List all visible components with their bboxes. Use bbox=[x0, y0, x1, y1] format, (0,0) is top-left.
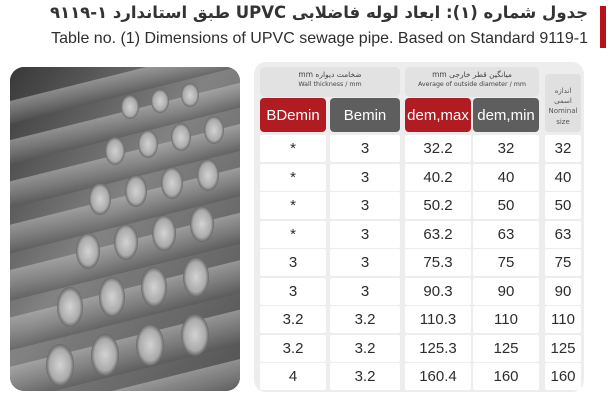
nominal-size-label-en2: size bbox=[556, 118, 570, 126]
pipe-stack-photo bbox=[10, 67, 240, 391]
cell-bdemin: * bbox=[260, 164, 326, 191]
group-header-wall-thickness bbox=[260, 67, 400, 97]
cell-bdemin: 3.2 bbox=[260, 335, 326, 362]
cell-nominal-size: 90 bbox=[545, 278, 581, 305]
wall-thickness-label-en: Wall thickness / mm bbox=[298, 81, 362, 88]
cell-dem-min: 40 bbox=[473, 164, 539, 191]
cell-bdemin: 3.2 bbox=[260, 306, 326, 333]
cell-bdemin: 4 bbox=[260, 363, 326, 390]
cell-bemin: 3 bbox=[330, 221, 400, 248]
cell-nominal-size: 110 bbox=[545, 306, 581, 333]
header-dem-min: dem,min bbox=[473, 98, 539, 132]
header-dem-max: dem,max bbox=[405, 98, 471, 132]
cell-nominal-size: 40 bbox=[545, 164, 581, 191]
diameter-label-fa: میانگین قطر خارجی mm bbox=[432, 70, 512, 79]
cell-dem-min: 160 bbox=[473, 363, 539, 390]
wall-thickness-label-fa: ضخامت دیواره mm bbox=[298, 70, 362, 79]
cell-bemin: 3.2 bbox=[330, 335, 400, 362]
cell-dem-max: 50.2 bbox=[405, 192, 471, 219]
cell-bdemin: * bbox=[260, 192, 326, 219]
group-header-outside-diameter bbox=[405, 67, 539, 97]
cell-bemin: 3 bbox=[330, 278, 400, 305]
nominal-size-label-fa: اندازه اسمی bbox=[554, 87, 572, 105]
cell-bdemin: * bbox=[260, 221, 326, 248]
cell-dem-max: 63.2 bbox=[405, 221, 471, 248]
cell-dem-max: 160.4 bbox=[405, 363, 471, 390]
cell-nominal-size: 125 bbox=[545, 335, 581, 362]
nominal-size-label-en1: Nominal bbox=[548, 107, 578, 115]
dimensions-table bbox=[254, 62, 584, 392]
cell-bdemin: * bbox=[260, 135, 326, 162]
cell-nominal-size: 75 bbox=[545, 249, 581, 276]
accent-bar bbox=[600, 6, 606, 48]
diameter-label-en: Average of outside diameter / mm bbox=[417, 81, 527, 88]
cell-bemin: 3 bbox=[330, 164, 400, 191]
cell-dem-min: 63 bbox=[473, 221, 539, 248]
cell-bemin: 3.2 bbox=[330, 306, 400, 333]
cell-bemin: 3.2 bbox=[330, 363, 400, 390]
title-persian: جدول شماره (۱): ابعاد لوله فاضلابی UPVC طبق استاندارد ۱-۹۱۱۹ bbox=[49, 3, 588, 22]
cell-dem-max: 32.2 bbox=[405, 135, 471, 162]
title-english: Table no. (1) Dimensions of UPVC sewage pipe. Based on Standard 9119-1 bbox=[51, 30, 588, 47]
cell-dem-max: 40.2 bbox=[405, 164, 471, 191]
cell-bemin: 3 bbox=[330, 192, 400, 219]
cell-dem-max: 125.3 bbox=[405, 335, 471, 362]
header-nominal-size bbox=[545, 74, 581, 132]
cell-bdemin: 3 bbox=[260, 249, 326, 276]
header-bdemin: BDemin bbox=[260, 98, 326, 132]
cell-bemin: 3 bbox=[330, 135, 400, 162]
cell-dem-min: 110 bbox=[473, 306, 539, 333]
cell-nominal-size: 32 bbox=[545, 135, 581, 162]
cell-dem-max: 75.3 bbox=[405, 249, 471, 276]
cell-nominal-size: 160 bbox=[545, 363, 581, 390]
cell-bdemin: 3 bbox=[260, 278, 326, 305]
cell-nominal-size: 50 bbox=[545, 192, 581, 219]
cell-dem-max: 110.3 bbox=[405, 306, 471, 333]
header-bemin: Bemin bbox=[330, 98, 400, 132]
cell-dem-min: 32 bbox=[473, 135, 539, 162]
cell-dem-min: 125 bbox=[473, 335, 539, 362]
cell-dem-min: 75 bbox=[473, 249, 539, 276]
cell-dem-min: 50 bbox=[473, 192, 539, 219]
cell-dem-min: 90 bbox=[473, 278, 539, 305]
cell-nominal-size: 63 bbox=[545, 221, 581, 248]
cell-bemin: 3 bbox=[330, 249, 400, 276]
cell-dem-max: 90.3 bbox=[405, 278, 471, 305]
